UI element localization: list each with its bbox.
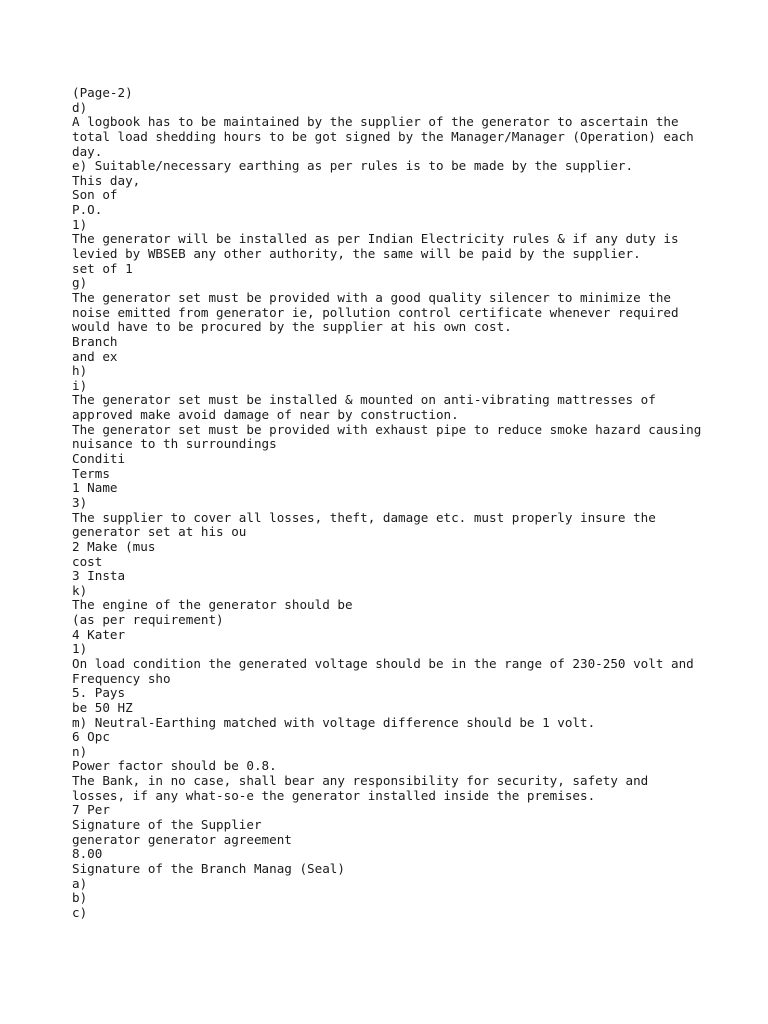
text-line: The supplier to cover all losses, theft, damage etc. must properly insure the (72, 509, 656, 525)
text-line: losses, if any what-so-e the generator installed inside the premises. (72, 787, 596, 803)
text-line: 3) (72, 494, 88, 510)
document-page (72, 86, 722, 921)
text-line: Conditi (72, 451, 126, 467)
text-line: h) (72, 363, 88, 379)
text-line: cost (72, 553, 103, 569)
text-line: and ex (72, 348, 118, 364)
text-line: The generator will be installed as per Indian Electricity rules & if any duty is (72, 231, 679, 247)
text-line: The engine of the generator should be (72, 597, 353, 613)
text-line: m) Neutral-Earthing matched with voltage difference should be 1 volt. (72, 714, 596, 730)
text-line: approved make avoid damage of near by construction. (72, 407, 459, 423)
text-line: i) (72, 377, 88, 393)
text-line: g) (72, 275, 88, 291)
text-line: n) (72, 743, 88, 759)
text-line: 1) (72, 641, 88, 657)
text-line: Signature of the Supplier (72, 817, 262, 833)
text-line: Branch (72, 333, 118, 349)
text-line: day. (72, 143, 103, 159)
text-line: 6 Opc (72, 729, 110, 745)
text-line: generator generator agreement (72, 831, 292, 847)
text-line: total load shedding hours to be got signed by the Manager/Manager (Operation) each (72, 128, 694, 144)
text-line: generator set at his ou (72, 524, 247, 540)
text-line: A logbook has to be maintained by the supplier of the generator to ascertain the (72, 114, 679, 130)
text-line: a) (72, 875, 88, 891)
text-line: would have to be procured by the supplier at his own cost. (72, 319, 512, 335)
text-line: e) Suitable/necessary earthing as per rules is to be made by the supplier. (72, 158, 634, 174)
text-line: 1) (72, 216, 88, 232)
text-line: The generator set must be installed & mounted on anti-vibrating mattresses of (72, 392, 656, 408)
text-line: 7 Per (72, 802, 110, 818)
text-line: (as per requirement) (72, 612, 224, 628)
text-line: noise emitted from generator ie, pollution control certificate whenever required (72, 304, 679, 320)
text-line: set of 1 (72, 260, 133, 276)
text-line: c) (72, 904, 88, 920)
text-line: levied by WBSEB any other authority, the same will be paid by the supplier. (72, 246, 641, 262)
text-line: nuisance to th surroundings (72, 436, 277, 452)
text-line: On load condition the generated voltage should be in the range of 230-250 volt and (72, 655, 694, 671)
text-line: d) (72, 99, 88, 115)
text-line: Son of (72, 187, 118, 203)
text-line: 1 Name (72, 480, 118, 496)
text-line: be 50 HZ (72, 699, 133, 715)
text-line: Terms (72, 465, 110, 481)
text-line: The Bank, in no case, shall bear any responsibility for security, safety and (72, 773, 649, 789)
text-line: Frequency sho (72, 670, 171, 686)
text-line: b) (72, 890, 88, 906)
text-line: P.O. (72, 202, 103, 218)
text-line: 8.00 (72, 846, 103, 862)
text-line: k) (72, 582, 88, 598)
text-line: 5. Pays (72, 685, 126, 701)
text-line: (Page-2) (72, 85, 133, 100)
text-line: 3 Insta (72, 568, 126, 584)
text-line: The generator set must be provided with a good quality silencer to minimize the (72, 289, 671, 305)
text-line: Power factor should be 0.8. (72, 758, 277, 774)
text-line: This day, (72, 172, 141, 188)
text-line: The generator set must be provided with exhaust pipe to reduce smoke hazard causing (72, 421, 702, 437)
text-line: Signature of the Branch Manag (Seal) (72, 860, 345, 876)
text-line: 2 Make (mus (72, 538, 156, 554)
text-line: 4 Kater (72, 626, 126, 642)
